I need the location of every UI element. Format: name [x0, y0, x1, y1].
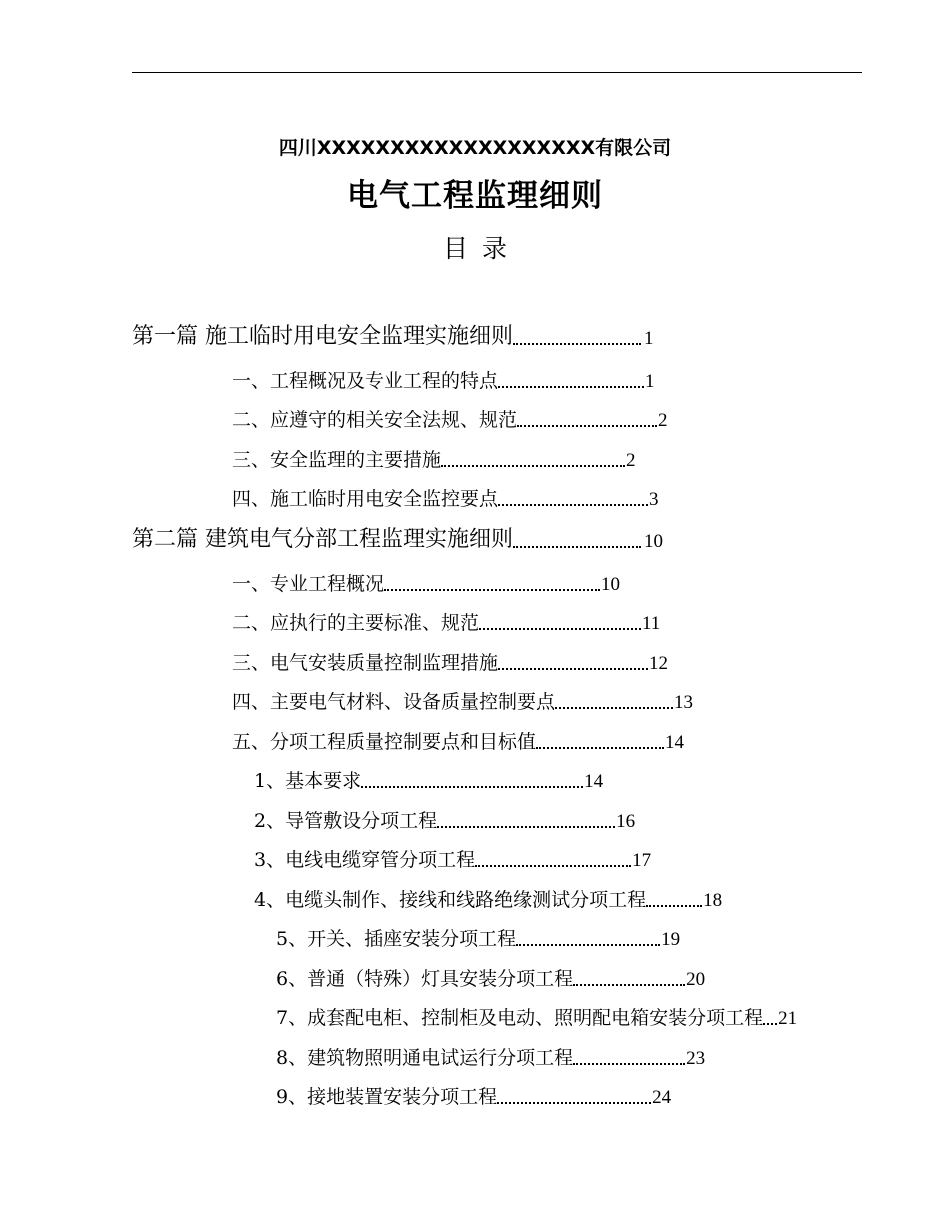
toc-page-number: 14 [665, 732, 685, 753]
toc-leader [384, 589, 600, 591]
toc-entry[interactable] [232, 363, 655, 393]
toc-page-number: 14 [584, 771, 604, 792]
toc-label: 2、导管敷设分项工程 [254, 810, 438, 832]
toc-page-number: 19 [661, 929, 681, 950]
toc-label: 一、专业工程概况 [232, 573, 385, 595]
toc-entry[interactable] [276, 1040, 705, 1070]
toc-leader [498, 504, 648, 506]
toc-leader [475, 865, 631, 867]
toc-page-number: 20 [686, 969, 706, 990]
toc-label: 3、电线电缆穿管分项工程 [254, 849, 476, 871]
toc-page-number: 3 [649, 489, 659, 510]
toc-leader [573, 984, 685, 986]
toc-page-number: 24 [652, 1087, 672, 1108]
toc-page-number: 2 [658, 410, 668, 431]
toc-label: 4、电缆头制作、接线和线路绝缘测试分项工程 [254, 889, 647, 911]
toc-entry[interactable] [232, 645, 668, 675]
toc-leader [513, 343, 641, 345]
toc-page-number: 12 [649, 653, 669, 674]
toc-label: 7、成套配电柜、控制柜及电动、照明配电箱安装分项工程 [276, 1007, 764, 1029]
toc-entry[interactable] [254, 803, 635, 833]
toc-leader [497, 1102, 651, 1104]
toc-leader [479, 628, 641, 630]
toc-entry[interactable] [232, 481, 659, 511]
toc-page-number: 16 [616, 811, 636, 832]
toc-entry[interactable] [232, 442, 636, 472]
toc-label: 四、施工临时用电安全监控要点 [232, 488, 499, 510]
toc-entry[interactable] [276, 1000, 797, 1030]
toc-page-number: 10 [601, 574, 621, 595]
toc-leader [437, 826, 615, 828]
toc-part-1[interactable] [132, 320, 654, 350]
toc-page-number: 21 [778, 1008, 798, 1029]
toc-leader [516, 944, 660, 946]
toc-page-number: 17 [632, 850, 652, 871]
toc-entry[interactable] [232, 684, 693, 714]
toc-page-number: 1 [644, 328, 654, 349]
toc-leader [763, 1023, 777, 1025]
toc-label: 一、工程概况及专业工程的特点 [232, 370, 499, 392]
toc-page-number: 13 [674, 692, 694, 713]
toc-entry[interactable] [276, 1079, 671, 1109]
toc-label: 6、普通（特殊）灯具安装分项工程 [276, 968, 574, 990]
toc-entry[interactable] [254, 882, 722, 912]
toc-leader [517, 425, 657, 427]
toc-entry[interactable] [254, 763, 603, 793]
toc-leader [361, 786, 583, 788]
toc-label: 5、开关、插座安装分项工程 [276, 928, 517, 950]
company-name: 四川XXXXXXXXXXXXXXXXXXX有限公司 [278, 137, 672, 159]
toc-page-number: 18 [703, 890, 723, 911]
toc-label: 第二篇 建筑电气分部工程监理实施细则 [132, 527, 513, 552]
header-rule [132, 72, 862, 73]
toc-label: 五、分项工程质量控制要点和目标值 [232, 731, 537, 753]
toc-page-number: 1 [645, 371, 655, 392]
toc-entry[interactable] [254, 842, 651, 872]
toc-page-number: 2 [626, 450, 636, 471]
toc-leader [441, 465, 625, 467]
toc-leader [555, 707, 673, 709]
toc-label: 9、接地装置安装分项工程 [276, 1086, 498, 1108]
toc-label: 二、应执行的主要标准、规范 [232, 612, 480, 634]
toc-leader [573, 1063, 685, 1065]
toc-entry[interactable] [276, 921, 680, 951]
toc-leader [498, 668, 648, 670]
toc-entry[interactable] [232, 724, 684, 754]
toc-entry[interactable] [232, 566, 620, 596]
toc-heading: 目录 [442, 234, 521, 263]
toc-label: 三、电气安装质量控制监理措施 [232, 652, 499, 674]
toc-label: 1、基本要求 [254, 770, 362, 792]
toc-label: 第一篇 施工临时用电安全监理实施细则 [132, 324, 513, 349]
toc-label: 四、主要电气材料、设备质量控制要点 [232, 691, 556, 713]
toc-leader [498, 386, 644, 388]
document-title: 电气工程监理细则 [347, 178, 603, 214]
toc-page-number: 10 [644, 531, 663, 552]
toc-entry[interactable] [232, 605, 660, 635]
toc-page-number: 11 [642, 613, 661, 634]
toc-entry[interactable] [232, 402, 668, 432]
toc-leader [513, 546, 641, 548]
toc-part-2[interactable] [132, 523, 663, 553]
toc-label: 三、安全监理的主要措施 [232, 449, 442, 471]
toc-leader [646, 905, 702, 907]
toc-leader [536, 747, 664, 749]
toc-page-number: 23 [686, 1048, 706, 1069]
toc-label: 二、应遵守的相关安全法规、规范 [232, 409, 518, 431]
toc-label: 8、建筑物照明通电试运行分项工程 [276, 1047, 574, 1069]
toc-entry[interactable] [276, 961, 705, 991]
